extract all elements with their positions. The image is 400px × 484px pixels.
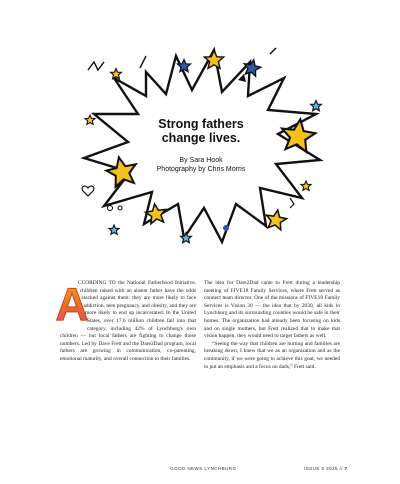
- star-icon-bottom-right: [264, 208, 287, 230]
- blue-star-icon-far-right: [311, 101, 322, 111]
- ring-doodle-icon-2: [118, 206, 122, 210]
- heart-outline-icon: [82, 186, 94, 196]
- footer-publication: GOOD NEWS LYNCHBURG: [170, 466, 237, 471]
- footer-issue: [304, 466, 348, 471]
- blue-star-icon-bottom-left: [109, 225, 119, 234]
- spark-zigzag-icon: [290, 198, 294, 208]
- spark-line-icon: [140, 56, 146, 68]
- article-paragraph: The idea for Dare2Dad came to Frett during a leadership meeting of FIVE18 Family Services, where Frett served as connect team director. One of the missions of FIVE18 Family Services is Vision 30 — the idea that by 2030, all kids in Lynchburg and its surrounding counties would be safe in their homes. The organization had already been focusing on kids and on single mothers, but Frett realized that to make that vision happen, they would need to target fathers as well.: [204, 280, 340, 340]
- burst-illustration: [80, 48, 330, 248]
- byline: [143, 156, 259, 174]
- article-column-left: [55, 278, 196, 364]
- author-credit: By Sara Hook: [179, 157, 223, 164]
- star-icon-small-right: [301, 181, 311, 190]
- drop-cap-letter: A: [55, 278, 89, 330]
- article-paragraph: “Seeing the way that children are hurting and families are breaking down, I knew that we as an organization and as the community, if we were going to achieve this goal, we needed to put an emphasis and a focus on dads,” Frett said.: [204, 340, 340, 370]
- spark-line-icon-2: [270, 48, 276, 54]
- page-title: [148, 117, 254, 145]
- zigzag-doodle-icon: [88, 62, 104, 70]
- star-icon-small-left: [85, 115, 95, 124]
- issue-label: ISSUE 5 2025 //: [304, 466, 343, 471]
- photo-credit: Photography by Chris Morris: [156, 166, 246, 173]
- article-column-right: [204, 280, 340, 371]
- ring-doodle-icon: [108, 206, 113, 211]
- dot-icon: [223, 225, 229, 231]
- page-number: 7: [344, 466, 348, 471]
- star-icon-small-top-left: [111, 69, 122, 79]
- article-paragraph: CCORDING TO the National Fatherhood Initiative, children raised with an absent father have the odds stacked against them: they are more likely to face addiction, teen pregnancy, and obesity, and they are more likely to end up incarcerated. In the United States, over 17.6 million children fall into that category, including 42% of Lynchburg's own children — but local fathers are fighting to change those numbers. Led by Dave Frett and the Dare2Dad program, local fathers are growing in communication, co-parenting, emotional maturity, and overall connection to their families.: [60, 280, 196, 362]
- headline-line-1: Strong fathers: [158, 117, 244, 131]
- headline-line-2: change lives.: [161, 131, 241, 145]
